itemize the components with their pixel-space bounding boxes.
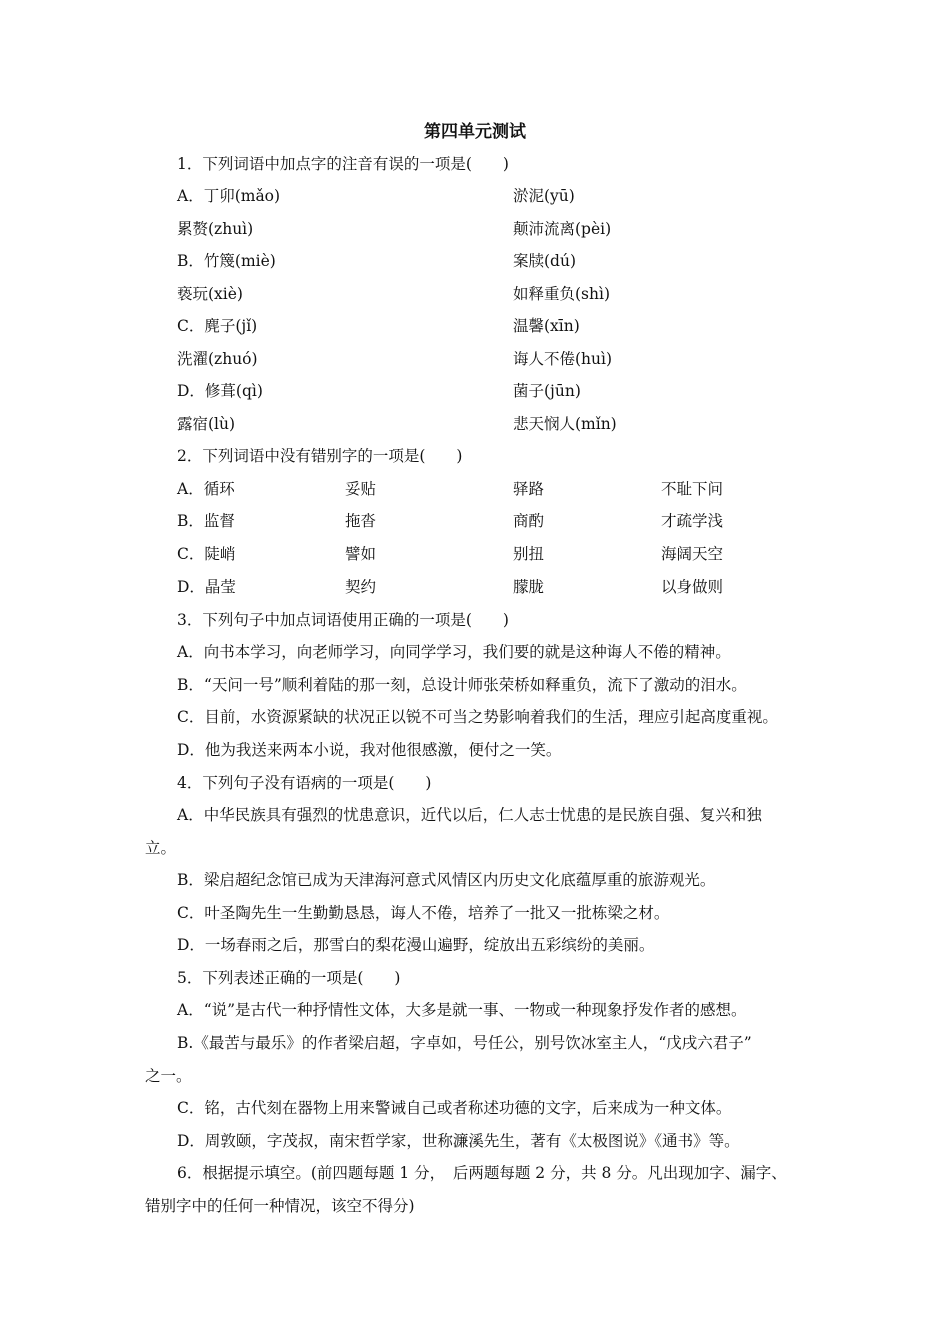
q1-option-b-right: 案牍(dú) <box>513 252 576 270</box>
q2-d-1: D．晶莹 <box>177 578 236 596</box>
q1-option-d2-left: 露宿(lù) <box>177 415 236 433</box>
q5-option-a: A．“说”是古代一种抒情性文体，大多是就一事、一物或一种现象抒发作者的感想。 <box>177 1001 747 1019</box>
q3-option-a: A．向书本学习，向老师学习，向同学学习，我们要的就是这种诲人不倦的精神。 <box>177 643 731 661</box>
q1-option-c2-right: 诲人不倦(huì) <box>513 350 613 368</box>
q3-option-d: D．他为我送来两本小说，我对他很感激，便付之一笑。 <box>177 741 562 759</box>
page-title: 第四单元测试 <box>424 122 526 142</box>
q2-b-2: 拖沓 <box>345 512 377 530</box>
q2-d-4: 以身做则 <box>661 578 724 596</box>
q1-option-a-left: A．丁卯(mǎo) <box>177 187 281 205</box>
question-5-stem: 5．下列表述正确的一项是( ) <box>177 969 401 987</box>
q2-c-3: 别扭 <box>513 545 545 563</box>
q1-option-d2-right: 悲天悯人(mǐn) <box>513 415 617 433</box>
q1-option-d-right: 菌子(jūn) <box>513 382 581 400</box>
q1-option-d-left: D．修葺(qì) <box>177 382 263 400</box>
q2-a-3: 驿路 <box>513 480 545 498</box>
q1-option-b2-right: 如释重负(shì) <box>513 285 610 303</box>
q4-option-a-line1: A．中华民族具有强烈的忧患意识，近代以后，仁人志士忧患的是民族自强、复兴和独 <box>177 806 762 824</box>
q2-c-2: 譬如 <box>345 545 377 563</box>
q1-option-a2-right: 颠沛流离(pèi) <box>513 220 612 238</box>
q3-option-c: C．目前，水资源紧缺的状况正以锐不可当之势影响着我们的生活，理应引起高度重视。 <box>177 708 778 726</box>
question-3-stem: 3．下列句子中加点词语使用正确的一项是( ) <box>177 611 509 629</box>
q4-option-b: B．梁启超纪念馆已成为天津海河意式风情区内历史文化底蕴厚重的旅游观光。 <box>177 871 716 889</box>
q2-d-2: 契约 <box>345 578 377 596</box>
q2-b-1: B．监督 <box>177 512 235 530</box>
question-6-stem-line1: 6．根据提示填空。(前四题每题 1 分， 后两题每题 2 分，共 8 分。凡出现加字、漏字、 <box>177 1164 787 1182</box>
question-2-stem: 2．下列词语中没有错别字的一项是( ) <box>177 447 463 465</box>
q2-b-3: 商酌 <box>513 512 545 530</box>
q1-option-b-left: B．竹篾(miè) <box>177 252 276 270</box>
q5-option-c: C．铭，古代刻在器物上用来警诫自己或者称述功德的文字，后来成为一种文体。 <box>177 1099 732 1117</box>
q1-option-a2-left: 累赘(zhuì) <box>177 220 254 238</box>
q5-option-b-line1: B.《最苦与最乐》的作者梁启超，字卓如，号任公，别号饮冰室主人，“戊戌六君子” <box>177 1034 752 1052</box>
q2-d-3: 朦胧 <box>513 578 545 596</box>
q2-a-4: 不耻下问 <box>661 480 724 498</box>
q1-option-c2-left: 洗濯(zhuó) <box>177 350 258 368</box>
q5-option-d: D．周敦颐，字茂叔，南宋哲学家，世称濂溪先生，著有《太极图说》《通书》等。 <box>177 1132 740 1150</box>
q2-c-1: C．陡峭 <box>177 545 236 563</box>
q2-a-2: 妥贴 <box>345 480 377 498</box>
question-6-stem-line2: 错别字中的任何一种情况，该空不得分) <box>145 1197 415 1215</box>
q4-option-d: D．一场春雨之后，那雪白的梨花漫山遍野，绽放出五彩缤纷的美丽。 <box>177 936 655 954</box>
question-4-stem: 4．下列句子没有语病的一项是( ) <box>177 774 432 792</box>
q1-option-b2-left: 亵玩(xiè) <box>177 285 243 303</box>
q3-option-b: B．“天问一号”顺利着陆的那一刻，总设计师张荣桥如释重负，流下了激动的泪水。 <box>177 676 747 694</box>
q2-c-4: 海阔天空 <box>661 545 724 563</box>
q2-b-4: 才疏学浅 <box>661 512 724 530</box>
question-1-stem: 1．下列词语中加点字的注音有误的一项是( ) <box>177 155 509 173</box>
q1-option-c-left: C．麂子(jǐ) <box>177 317 258 335</box>
q1-option-a-right: 淤泥(yū) <box>513 187 575 205</box>
q4-option-a-line2: 立。 <box>145 839 177 857</box>
q4-option-c: C．叶圣陶先生一生勤勤恳恳，诲人不倦，培养了一批又一批栋梁之材。 <box>177 904 670 922</box>
q1-option-c-right: 温馨(xīn) <box>513 317 580 335</box>
q2-a-1: A．循环 <box>177 480 235 498</box>
q5-option-b-line2: 之一。 <box>145 1067 192 1085</box>
